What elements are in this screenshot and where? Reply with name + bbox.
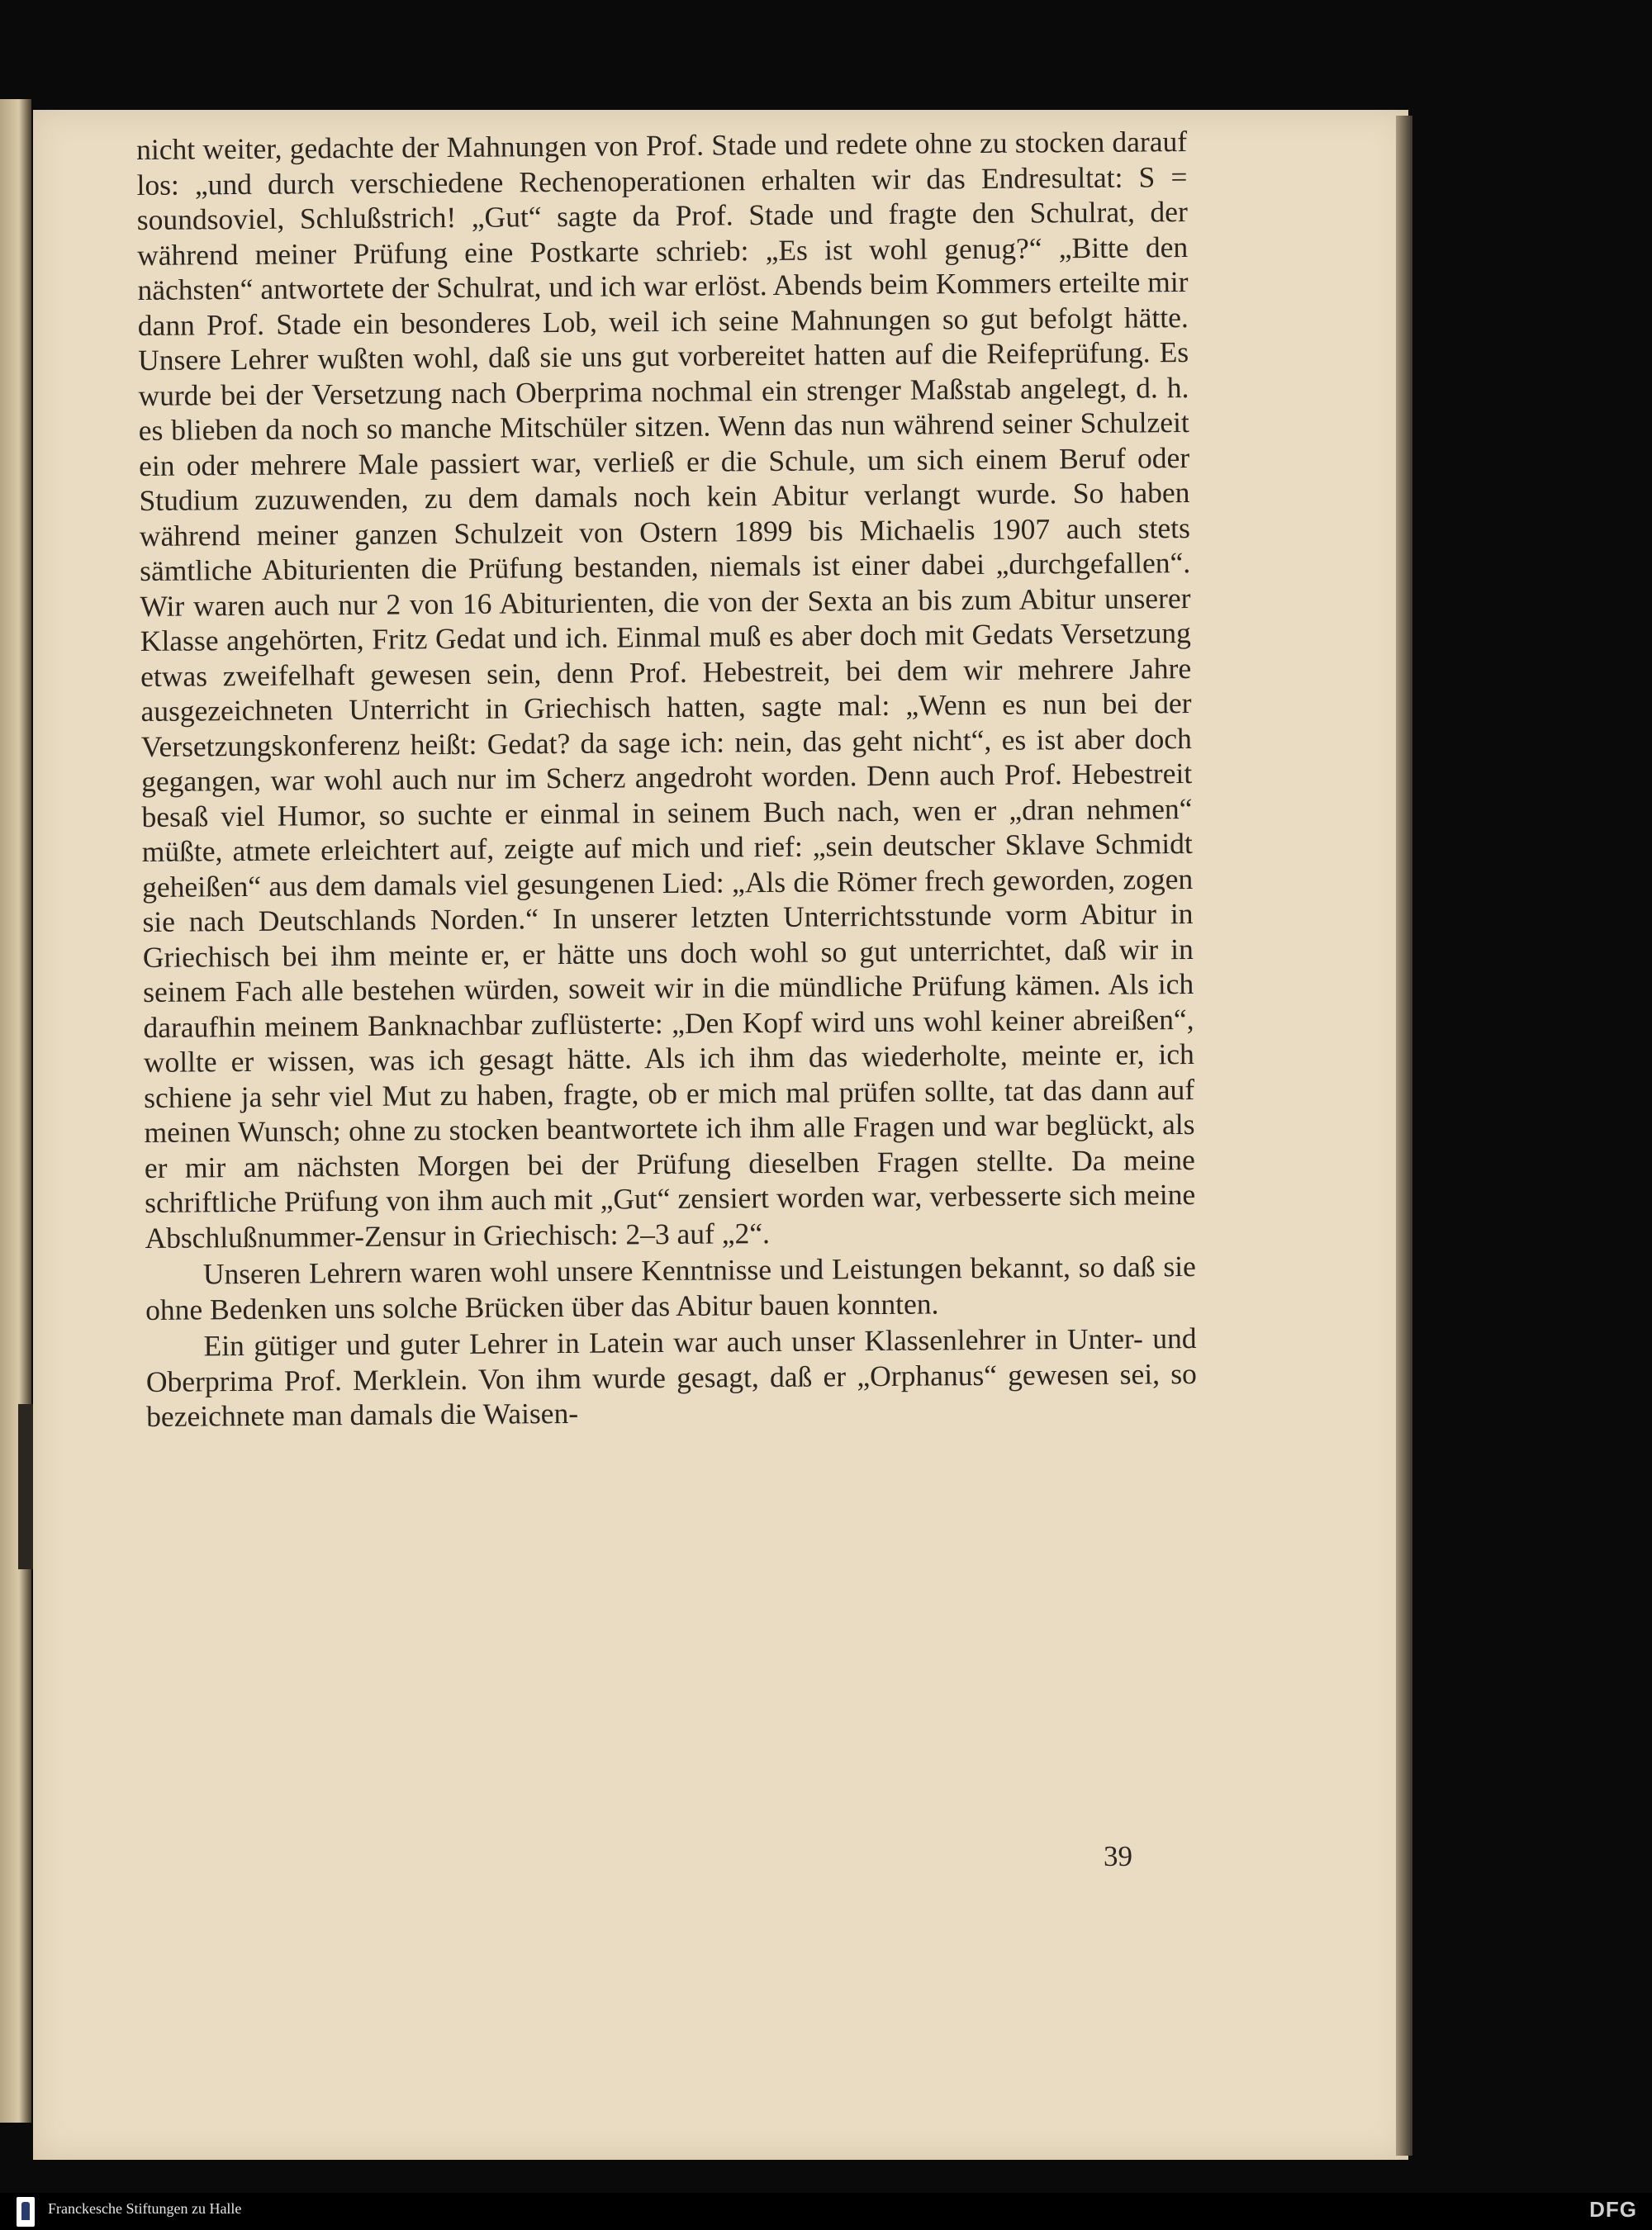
page-number: 39	[1104, 1840, 1132, 1872]
francke-foundation-logo-icon	[17, 2197, 35, 2227]
footer-bar	[0, 2193, 1652, 2230]
page-text	[136, 124, 1197, 1434]
left-page-edge	[0, 99, 31, 2123]
footer-source-label: Franckesche Stiftungen zu Halle	[48, 2200, 242, 2217]
page-edge-shadow	[1396, 116, 1412, 2156]
dfg-logo: DFG	[1589, 2197, 1637, 2222]
paragraph-2: Unseren Lehrern waren wohl unsere Kenntnisse und Leistungen bekannt, so daß sie ohne Bedenken uns solche Brücken über das Abitur bauen konnten.	[145, 1249, 1196, 1326]
paragraph-3: Ein gütiger und guter Lehrer in Latein war auch unser Klassenlehrer in Unter- und Oberprima Prof. Merklein. Von ihm wurde gesagt, daß er „Orphanus“ gewesen sei, so bezeichnete man damals die Waisen-	[145, 1321, 1197, 1433]
paragraph-1: nicht weiter, gedachte der Mahnungen von Prof. Stade und redete ohne zu stocken darauf los: „und durch verschiedene Rechenoperationen erhalten wir das Endresultat: S = soundsoviel, Schlußstrich! „Gut“ sagte da Prof. Stade und fragte den Schulrat, der während meiner Prüfung eine Postkarte schrieb: „Es ist wohl genug?“ „Bitte den nächsten“ antwortete der Schulrat, und ich war erlöst. Abends beim Kommers erteilte mir dann Prof. Stade ein besonderes Lob, weil ich seine Mahnungen so gut befolgt hätte. Unsere Lehrer wußten wohl, daß sie uns gut vorbereitet hatten auf die Reifeprüfung. Es wurde bei der Versetzung nach Oberprima nochmal ein strenger Maßstab angelegt, d. h. es blieben da noch so manche Mitschüler sitzen. Wenn das nun während seiner Schulzeit ein oder mehrere Male passiert war, verließ er die Schule, um sich einem Beruf oder Studium zuzuwenden, zu dem damals noch kein Abitur verlangt wurde. So haben während meiner ganzen Schulzeit von Ostern 1899 bis Michaelis 1907 auch stets sämtliche Abiturienten die Prüfung bestanden, niemals ist einer dabei „durchgefallen“. Wir waren auch nur 2 von 16 Abiturienten, die von der Sexta an bis zum Abitur unserer Klasse angehörten, Fritz Gedat und ich. Einmal muß es aber doch mit Gedats Versetzung etwas zweifelhaft gewesen sein, denn Prof. Hebestreit, bei dem wir mehrere Jahre ausgezeichneten Unterricht in Griechisch hatten, sagte mal: „Wenn es nun bei der Versetzungskonferenz heißt: Gedat? da sage ich: nein, das geht nicht“, es ist aber doch gegangen, war wohl auch nur im Scherz angedroht worden. Denn auch Prof. Hebestreit besaß viel Humor, so suchte er einmal in seinem Buch nach, wen er „dran nehmen“ müßte, atmete erleichtert auf, zeigte auf mich und rief: „sein deutscher Sklave Schmidt geheißen“ aus dem damals viel gesungenen Lied: „Als die Römer frech geworden, zogen sie nach Deutschlands Norden.“ In unserer letzten Unterrichtsstunde vorm Abitur in Griechisch bei ihm meinte er, er hätte uns doch wohl so gut unterrichtet, daß wir in seinem Fach alle bestehen würden, soweit wir in die mündliche Prüfung kämen. Als ich daraufhin meinem Banknachbar zuflüsterte: „Den Kopf wird uns wohl keiner abreißen“, wollte er wissen, was ich gesagt hätte. Als ich ihm das wiederholte, meinte er, ich schiene ja sehr viel Mut zu haben, fragte, ob er mich mal prüfen sollte, tat das dann auf meinen Wunsch; ohne zu stocken beantwortete ich ihm alle Fragen und war beglückt, als er mir am nächsten Morgen bei der Prüfung dieselben Fragen stellte. Da meine schriftliche Prüfung von ihm auch mit „Gut“ zensiert worden war, verbesserte sich meine Abschlußnummer-Zensur in Griechisch: 2–3 auf „2“.	[136, 125, 1196, 1255]
book-binding	[18, 1404, 33, 1569]
